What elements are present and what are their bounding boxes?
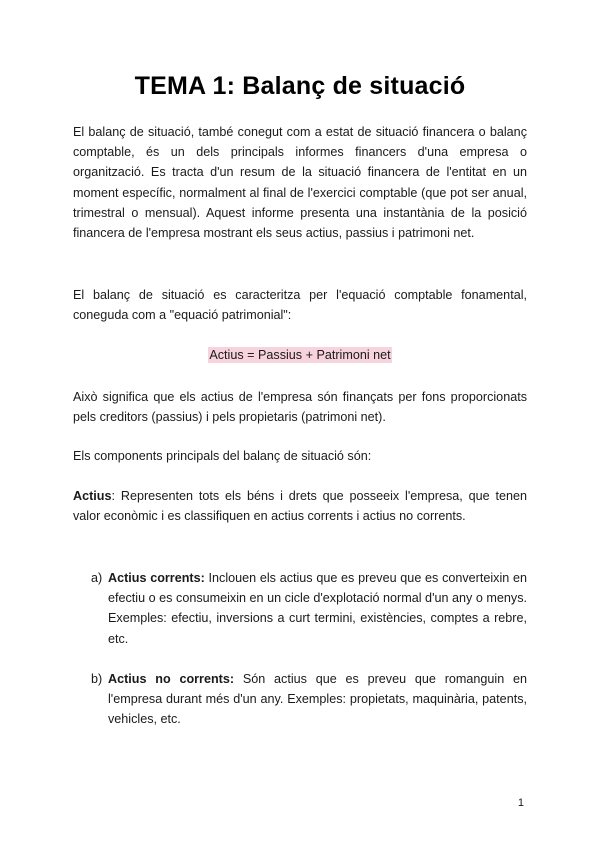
list-item-text: Inclouen els actius que es preveu que es converteixin en efectiu o es consumeixin en un cicle d'explotació normal d'un any o menys. Exemples: efectiu, inversions a curt termini, existències, comptes a rebre, etc. xyxy=(108,571,527,646)
equation-intro-paragraph: El balanç de situació es caracteritza per l'equació comptable fonamental, coneguda com a "equació patrimonial": xyxy=(73,288,527,323)
actius-paragraph xyxy=(73,486,527,526)
components-intro-paragraph: Els components principals del balanç de situació són: xyxy=(73,449,372,463)
actius-text: : Representen tots els béns i drets que posseeix l'empresa, que tenen valor econòmic i es classifiquen en actius corrents i actius no corrents. xyxy=(73,489,527,524)
page-title: TEMA 1: Balanç de situació xyxy=(134,72,466,100)
list-marker: b) xyxy=(91,672,103,686)
list-item-term: Actius no corrents: xyxy=(108,672,235,686)
list-item xyxy=(91,669,527,730)
highlighted-equation: Actius = Passius + Patrimoni net xyxy=(209,348,391,362)
page-number: 1 xyxy=(517,797,524,809)
meaning-paragraph: Això significa que els actius de l'empresa són finançats per fons proporcionats pels creditors (passius) i pels propietaris (patrimoni net). xyxy=(73,390,527,425)
equation-line xyxy=(0,345,600,365)
intro-paragraph: El balanç de situació, també conegut com a estat de situació financera o balanç comptable, és un dels principals informes financers d'una empresa o organització. Es tracta d'un resum de la situació financera de l'entitat en un moment específic, normalment al final de l'exercici comptable (que pot ser anual, trimestral o mensual). Aquest informe presenta una instantània de la posició financera de l'empresa mostrant els seus actius, passius i patrimoni net. xyxy=(73,125,527,241)
list-item-body xyxy=(108,568,527,649)
actius-term: Actius xyxy=(73,489,112,503)
list-marker: a) xyxy=(91,571,103,585)
list-item xyxy=(91,568,527,649)
list-item-text: Són actius que es preveu que romanguin en l'empresa durant més d'un any. Exemples: propietats, maquinària, patents, vehicles, etc. xyxy=(108,672,527,727)
list-item-body xyxy=(108,669,527,730)
list-item-term: Actius corrents: xyxy=(108,571,205,585)
